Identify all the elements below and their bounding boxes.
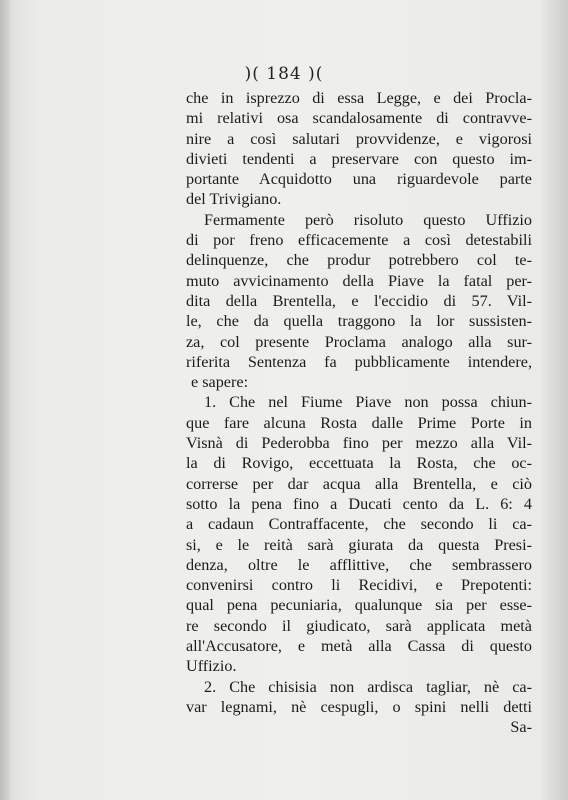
text-line: e sapere: (191, 373, 249, 392)
text-line: sotto la pena fino a Ducati cento da L. 6: 4 (186, 494, 532, 513)
page-edge (0, 0, 10, 800)
text-line: correrse per dar acqua alla Brentella, e ciò (186, 474, 532, 493)
text-line: Fermamente però risoluto questo Uffizio (204, 210, 532, 229)
text-line: delinquenze, che produr potrebbero col te- (186, 251, 532, 270)
text-line: all'Accusatore, e metà alla Cassa di questo (186, 637, 532, 656)
text-line: le, che da quella traggono la lor sussisten- (186, 312, 532, 331)
text-line: que fare alcuna Rosta dalle Prime Porte in (186, 413, 532, 432)
text-line: del Trivigiano. (186, 190, 282, 209)
text-line: riferita Sentenza fa pubblicamente intendere, (186, 352, 532, 371)
body-text (186, 88, 532, 738)
text-line: divieti tendenti a preservare con questo im- (186, 149, 532, 168)
text-line: qual pena pecuniaria, qualunque sia per esse- (186, 596, 532, 615)
page-shadow (538, 0, 568, 800)
text-line: 2. Che chisisia non ardisca tagliar, nè ca- (204, 677, 532, 696)
catchword: Sa- (510, 718, 532, 737)
text-line: a cadaun Contraffacente, che secondo li ca- (186, 515, 532, 534)
page-number: )( 184 )( (244, 64, 324, 84)
text-line: nire a così salutari provvidenze, e vigorosi (186, 129, 532, 148)
text-line: re secondo il giudicato, sarà applicata metà (186, 616, 532, 635)
text-line: la di Rovigo, eccettuata la Rosta, che oc- (186, 454, 532, 473)
text-line: mi relativi osa scandalosamente di contravve- (186, 109, 532, 128)
text-line: che in isprezzo di essa Legge, e dei Procla- (186, 89, 532, 107)
text-line: portante Acquidotto una riguardevole parte (186, 170, 532, 189)
text-line: Visnà di Pederobba fino per mezzo alla Vil- (186, 434, 532, 453)
text-line: dita della Brentella, e l'eccidio di 57. Vil- (186, 291, 532, 310)
text-line: za, col presente Proclama analogo alla sur- (186, 332, 532, 351)
text-line: denza, oltre le afflittive, che sembrassero (186, 555, 532, 574)
text-line: di por freno efficacemente a così detestabili (186, 231, 532, 250)
text-line: Uffizio. (186, 657, 237, 676)
text-line: var legnami, nè cespugli, o spini nelli detti (186, 697, 532, 716)
text-line: si, e le reità sarà giurata da questa Presi- (186, 535, 532, 554)
text-line: muto avvicinamento della Piave la fatal per- (186, 271, 532, 290)
text-line: 1. Che nel Fiume Piave non possa chiun- (204, 393, 532, 412)
text-line: convenirsi contro li Recidivi, e Prepotenti: (186, 576, 532, 595)
